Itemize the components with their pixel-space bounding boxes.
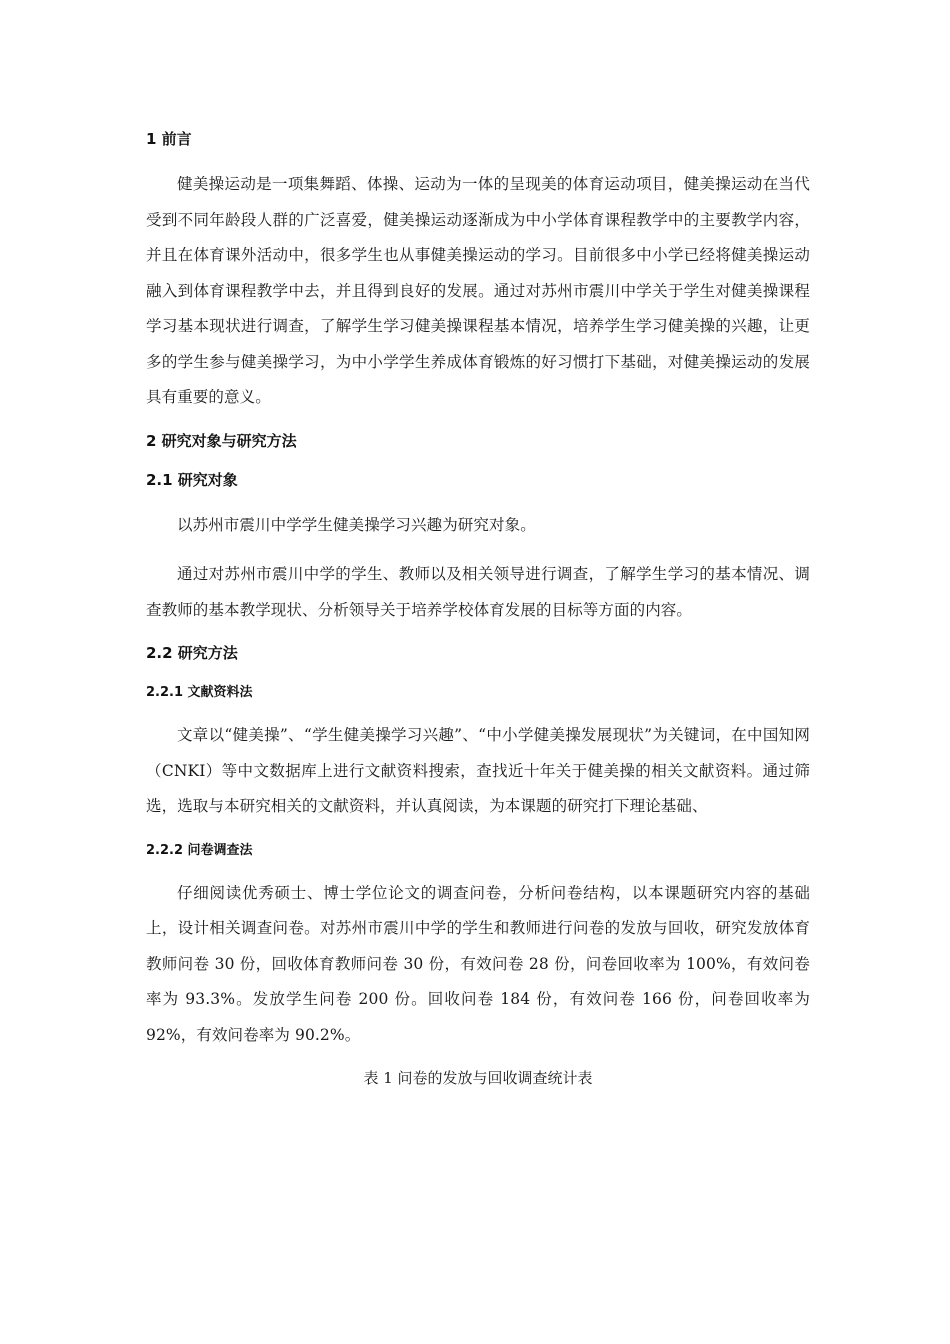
paragraph-intro: 健美操运动是一项集舞蹈、体操、运动为一体的呈现美的体育运动项目，健美操运动在当代受到不同年龄段人群的广泛喜爱，健美操运动逐渐成为中小学体育课程教学中的主要教学内容，并且在体育课外活动中，很多学生也从事健美操运动的学习。目前很多中小学已经将健美操运动融入到体育课程教学中去，并且得到良好的发展。通过对苏州市震川中学关于学生对健美操课程学习基本现状进行调查，了解学生学习健美操课程基本情况，培养学生学习健美操的兴趣，让更多的学生参与健美操学习，为中小学学生养成体育锻炼的好习惯打下基础，对健美操运动的发展具有重要的意义。 — [146, 175, 810, 406]
paragraph-literature-method: 文章以“健美操”、“学生健美操学习兴趣”、“中小学健美操发展现状”为关键词，在中国知网（CNKI）等中文数据库上进行文献资料搜索，查找近十年关于健美操的相关文献资料。通过筛选，选取与本研究相关的文献资料，并认真阅读，为本课题的研究打下理论基础、 — [146, 726, 810, 815]
section-heading-literature-method: 2.2.1 文献资料法 — [146, 685, 253, 700]
paragraph-research-object: 以苏州市震川中学学生健美操学习兴趣为研究对象。 — [177, 515, 536, 534]
paragraph-research-scope: 通过对苏州市震川中学的学生、教师以及相关领导进行调查，了解学生学习的基本情况、调查教师的基本教学现状、分析领导关于培养学校体育发展的目标等方面的内容。 — [146, 565, 810, 619]
section-heading-objects-and-methods: 2 研究对象与研究方法 — [146, 431, 297, 450]
section-heading-survey-method: 2.2.2 问卷调查法 — [146, 842, 253, 858]
paragraph-survey-method: 仔细阅读优秀硕士、博士学位论文的调查问卷，分析问卷结构，以本课题研究内容的基础上，设计相关调查问卷。对苏州市震川中学的学生和教师进行问卷的发放与回收，研究发放体育教师问卷 30 份，回收体育教师问卷 30 份，有效问卷 28 份，问卷回收率为 100%，有效问卷率为 93.3%。发放学生问卷 200 份。回收问卷 184 份，有效问卷 166 份，问卷回收率为 92%，有效问卷率为 90.2%。 — [146, 883, 810, 1044]
table-caption: 表 1 问卷的发放与回收调查统计表 — [363, 1069, 593, 1087]
document-body — [146, 118, 810, 1088]
section-heading-research-object: 2.1 研究对象 — [146, 470, 238, 489]
section-heading-foreword: 1 前言 — [146, 130, 192, 148]
section-heading-research-methods: 2.2 研究方法 — [146, 644, 238, 662]
